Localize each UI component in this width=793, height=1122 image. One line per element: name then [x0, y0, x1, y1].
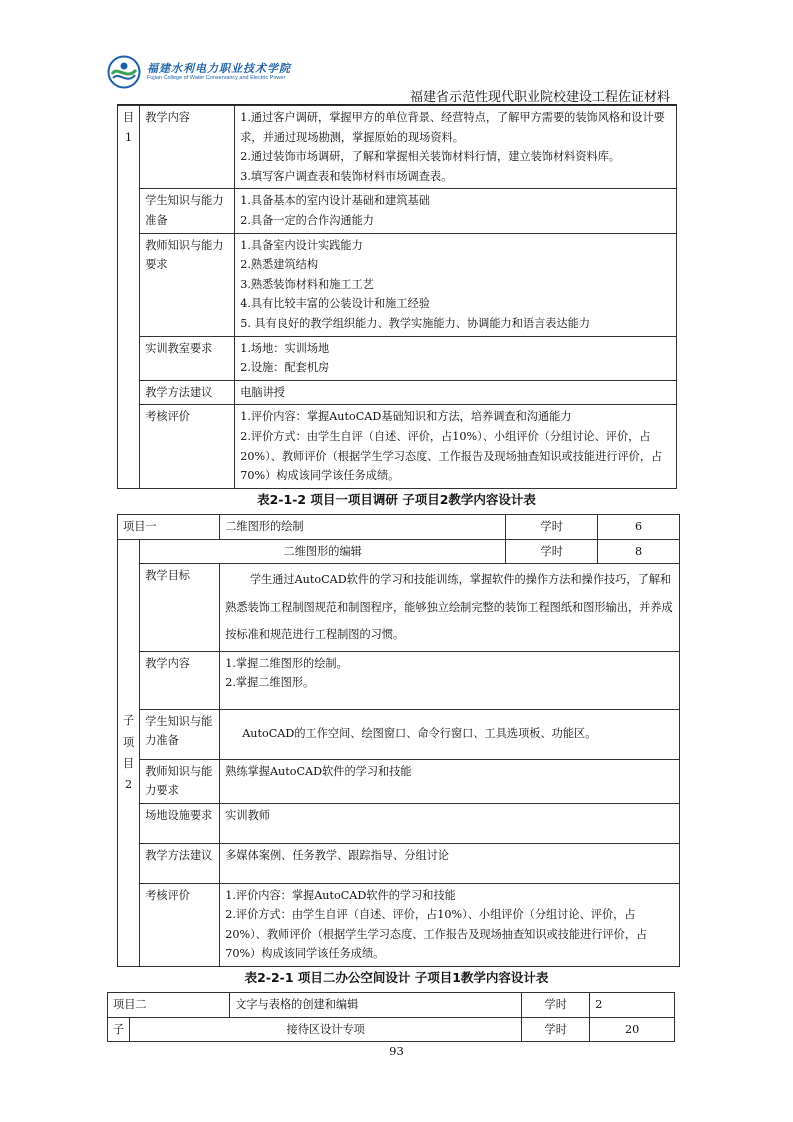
college-emblem-icon: [107, 55, 141, 89]
row-content: [220, 564, 680, 651]
row-label: 教师知识与能力要求: [140, 759, 220, 803]
row-content: [220, 651, 680, 709]
content-line: 2.设施：配套机房: [240, 361, 330, 375]
row-content: [235, 380, 677, 405]
content-line: 1.场地：实训场地: [240, 341, 330, 355]
table-row: [118, 883, 680, 966]
content-line: 熟练掌握AutoCAD软件的学习和技能: [225, 764, 412, 778]
logo-chinese-name: 福建水利电力职业技术学院: [147, 61, 291, 75]
page-header-title: 福建省示范性现代职业院校建设工程佐证材料: [409, 90, 670, 105]
project-label: 项目二: [108, 993, 230, 1018]
row-content: [220, 709, 680, 759]
sub-project-left-label: 子 项 目 2: [118, 539, 140, 966]
row-content: [220, 759, 680, 803]
table-row: [118, 106, 677, 189]
row-content: [235, 405, 677, 488]
table-row: [118, 233, 677, 336]
project-label: 项目一: [118, 515, 220, 540]
row-content: [235, 189, 677, 233]
row-label: 实训教室要求: [140, 336, 235, 380]
content-line: 1.具备室内设计实践能力: [240, 238, 363, 252]
content-line: 3.熟悉装饰材料和施工工艺: [240, 277, 374, 291]
table-row: [108, 1017, 675, 1042]
table-row: [118, 405, 677, 488]
row-label: 教学方法建议: [140, 843, 220, 883]
row-label: 学生知识与能力准备: [140, 189, 235, 233]
table-row: [118, 380, 677, 405]
content-line: 1.评价内容：掌握AutoCAD软件的学习和技能: [225, 888, 456, 902]
table-row: [118, 803, 680, 843]
content-line: 2.通过装饰市场调研，了解和掌握相关装饰材料行情，建立装饰材料资料库。: [240, 150, 621, 164]
content-line: 学生通过AutoCAD软件的学习和技能训练，掌握软件的操作方法和操作技巧，了解和熟悉装饰工程制图规范和制图程序，能够独立绘制完整的装饰工程图纸和图形输出，并养成按标准和规范进行工程制图的习惯。: [225, 573, 673, 642]
row-label: 学生知识与能力准备: [140, 709, 220, 759]
row-content: [220, 843, 680, 883]
content-line: 2.评价方式：由学生自评（自述、评价，占10%）、小组评价（分组讨论、评价，占20%）、教师评价（根据学生学习态度、工作报告及现场抽查知识或技能进行评价，占70%）构成该同学该任务成绩。: [225, 908, 648, 961]
content-line: AutoCAD的工作空间、绘图窗口、命令行窗口、工具选项板、功能区。: [242, 727, 597, 741]
table-2-2-1: [107, 992, 675, 1042]
sub-project-name: 接待区设计专项: [130, 1017, 522, 1042]
table-row: [118, 564, 680, 651]
logo-english-name: Fujian College of Water Conservancy and Electric Power: [147, 74, 286, 81]
sub-hours: 8: [598, 539, 680, 564]
project-hours: 2: [590, 993, 675, 1018]
row-content: [235, 336, 677, 380]
content-line: 2.具备一定的合作沟通能力: [240, 213, 374, 227]
table-row: [118, 515, 680, 540]
hours-label: 学时: [522, 993, 590, 1018]
sub-hours-label: 学时: [522, 1017, 590, 1042]
content-line: 多媒体案例、任务教学、跟踪指导、分组讨论: [225, 848, 449, 862]
sub-project-left-label: 子: [108, 1017, 130, 1042]
row-label: 考核评价: [140, 405, 235, 488]
row-label: 教学内容: [140, 106, 235, 189]
row-label: 教学方法建议: [140, 380, 235, 405]
table-caption-2-1-2: 表2-1-2 项目一项目调研 子项目2教学内容设计表: [257, 492, 536, 507]
content-line: 2.掌握二维图形。: [225, 676, 315, 690]
row-label: 教学目标: [140, 564, 220, 651]
page-number: 93: [389, 1044, 404, 1058]
content-line: 4.具有比较丰富的公装设计和施工经验: [240, 297, 430, 311]
row-label: 考核评价: [140, 883, 220, 966]
content-line: 1.具备基本的室内设计基础和建筑基础: [240, 194, 430, 208]
row-label: 教学内容: [140, 651, 220, 709]
row-content: [235, 233, 677, 336]
table-row: [118, 189, 677, 233]
table-sub-project-1-continued: [117, 105, 677, 489]
content-line: 电脑讲授: [240, 385, 285, 399]
content-line: 2.熟悉建筑结构: [240, 258, 319, 272]
college-logo: [107, 52, 291, 92]
row-content: [220, 883, 680, 966]
sub-project-left-label: 目 1: [118, 106, 140, 489]
project-name: 文字与表格的创建和编辑: [230, 993, 522, 1018]
content-line: 3.填写客户调查表和装饰材料市场调查表。: [240, 169, 453, 183]
table-row: [108, 993, 675, 1018]
content-line: 1.掌握二维图形的绘制。: [225, 656, 348, 670]
table-row: [118, 709, 680, 759]
project-hours: 6: [598, 515, 680, 540]
row-label: 教师知识与能力要求: [140, 233, 235, 336]
row-content: [235, 106, 677, 189]
hours-label: 学时: [506, 515, 598, 540]
content-line: 2.评价方式：由学生自评（自述、评价，占10%）、小组评价（分组讨论、评价，占20%）、教师评价（根据学生学习态度、工作报告及现场抽查知识或技能进行评价，占70%）构成该同学该任务成绩。: [240, 429, 663, 483]
table-2-1-2: [117, 514, 680, 967]
table-caption-2-2-1: 表2-2-1 项目二办公空间设计 子项目1教学内容设计表: [244, 970, 549, 985]
content-line: 5. 具有良好的教学组织能力、教学实施能力、协调能力和语言表达能力: [240, 316, 591, 330]
project-name: 二维图形的绘制: [220, 515, 506, 540]
table-row: [118, 843, 680, 883]
table-row: [118, 539, 680, 564]
content-line: 1.评价内容：掌握AutoCAD基础知识和方法，培养调查和沟通能力: [240, 410, 572, 424]
row-label: 场地设施要求: [140, 803, 220, 843]
row-content: [220, 803, 680, 843]
sub-hours: 20: [590, 1017, 675, 1042]
sub-project-name: 二维图形的编辑: [140, 539, 506, 564]
content-line: 实训教师: [225, 808, 270, 822]
table-row: [118, 759, 680, 803]
sub-hours-label: 学时: [506, 539, 598, 564]
content-line: 1.通过客户调研，掌握甲方的单位背景、经营特点，了解甲方需要的装饰风格和设计要求，并通过现场勘测，掌握原始的现场资料。: [240, 111, 665, 144]
table-row: [118, 336, 677, 380]
table-row: [118, 651, 680, 709]
